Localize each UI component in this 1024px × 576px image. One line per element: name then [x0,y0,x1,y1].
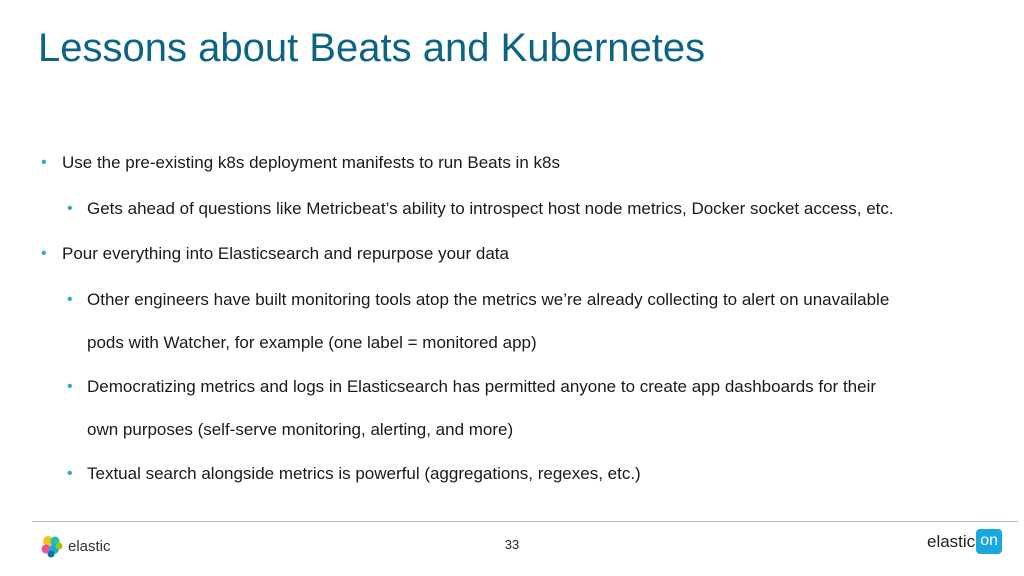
sub-bullet-item [67,199,894,219]
bullet-item [41,244,509,264]
bullet-text: Gets ahead of questions like Metricbeat’s ability to introspect host node metrics, Docker socket access, etc. [87,199,894,218]
bullet-text: pods with Watcher, for example (one label = monitored app) [87,333,537,352]
bullet-dot-icon: • [67,378,73,395]
elastic-logo [40,533,111,559]
sub-bullet-item [67,464,641,484]
bullet-text: Pour everything into Elasticsearch and repurpose your data [62,244,509,263]
sub-bullet-continuation [87,420,513,440]
elastic-cluster-icon [40,534,64,558]
bullet-text: Democratizing metrics and logs in Elasticsearch has permitted anyone to create app dashboards for their [87,377,877,396]
bullet-dot-icon: • [67,465,73,482]
sub-bullet-item [67,377,877,397]
bullet-dot-icon: • [67,291,73,308]
elasticon-logo [927,529,1002,554]
bullet-dot-icon: • [41,245,47,262]
elasticon-on-badge: on [976,529,1002,554]
bullet-text: own purposes (self-serve monitoring, alerting, and more) [87,420,514,439]
bullet-text: Use the pre-existing k8s deployment manifests to run Beats in k8s [62,153,560,172]
sub-bullet-continuation [87,333,537,353]
bullet-text: Textual search alongside metrics is powerful (aggregations, regexes, etc.) [87,464,641,483]
bullet-item [41,153,560,173]
bullet-dot-icon: • [41,154,47,171]
elasticon-logo-text: elastic [927,531,976,551]
slide-title: Lessons about Beats and Kubernetes [38,26,706,70]
sub-bullet-item [67,290,890,310]
footer-divider [32,521,1018,522]
bullet-dot-icon: • [67,200,73,217]
page-number: 33 [504,537,520,552]
bullet-text: Other engineers have built monitoring tools atop the metrics we’re already collecting to alert on unavailable [87,290,890,309]
elastic-logo-text: elastic [68,537,111,555]
